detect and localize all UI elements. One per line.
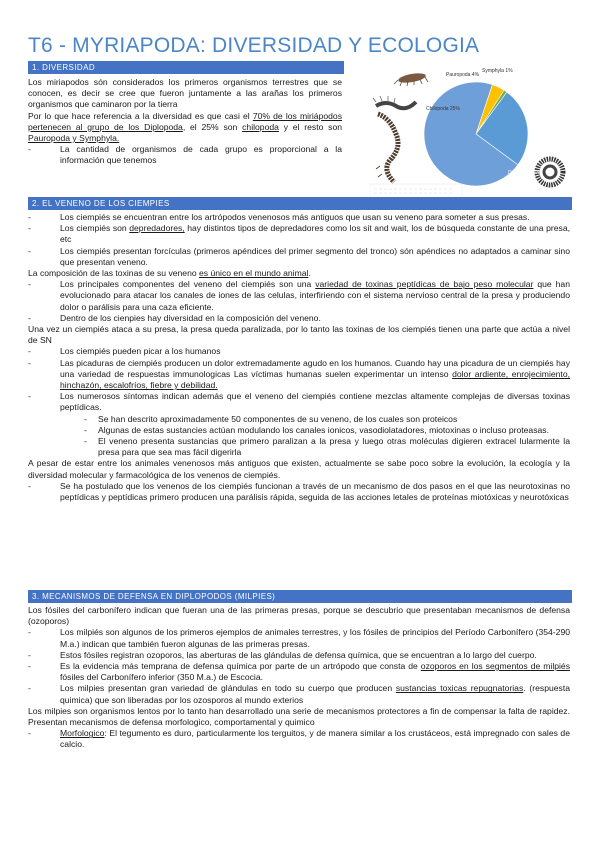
paragraph: Los milpies son organismos lentos por lo tanto han desarrollado una serie de mecanismos protectores a fin de compensar la falta de rapidez. Presentan mecanismos de defensa morfologico, comportamental y quimico [28, 705, 570, 728]
section-header-defensa: 3. MECANISMOS DE DEFENSA EN DIPLOPODOS (MILPIES) [28, 590, 572, 603]
bullet-item: - Los principales componentes del veneno del ciempiés son una variedad de toxinas peptídicas de bajo peso molecular que han evolucionado para atacar los canales de iones de las celulas, interfiriendo con el sistema nervioso central de la presa y produciendo dolor o parálisis para una caza eficiente. [28, 279, 570, 313]
bullet-item: - Los milpies presentan gran variedad de glándulas en todo su cuerpo que producen sustancias toxicas repugnatorias. (respuesta quimica) que son liberadas por los ozosporos al mundo exterios [28, 683, 570, 705]
pie-label-pauropoda: Pauropoda 4% [446, 72, 480, 78]
bullet-item: - Los ciempiés pueden picar a los humanos [28, 346, 570, 357]
bullet-item: - Estos fósiles registran ozoporos, las aberturas de las glándulas de defensa química, que se encuentran a lo largo del cuerpo. [28, 650, 570, 661]
paragraph: A pesar de estar entre los animales venenosos más antiguos que existen, actualmente se sabe poco sobre la evolución, la ecología y la diversidad molecular y farmacológica de los venenos de ciempiés. [28, 458, 570, 480]
paragraph: Los fósiles del carbonífero indican que fueran una de las primeras presas, porque se descubrio que presentaban mecanismos de defensa (ozoporos) [28, 605, 570, 627]
section-header-veneno: 2. EL VENENO DE LOS CIEMPIES [28, 197, 572, 210]
sub-bullet-item: - El veneno presenta sustancias que primero paralizan a la presa y luego otras moléculas digieren extracel lularmente la presa para que sea mas fácil digerirla [28, 436, 570, 458]
bullet-item: - Dentro de los cienpies hay diversidad en la composición del veneno. [28, 313, 570, 324]
page-title: T6 - MYRIAPODA: DIVERSIDAD Y ECOLOGIA [28, 34, 480, 57]
bullet-item: - Los ciempiés se encuentran entre los artrópodos venenosos más antiguos que usan su veneno para someter a sus presas. [28, 212, 570, 223]
bullet-item: - Los ciempiés presentan forcículas (primeros apéndices del primer segmento del tronco) són apéndices no adaptados a caminar sino que presentan veneno. [28, 246, 570, 268]
sub-bullet-item: - Algunas de estas sustancies actúan modulando los canales ionicos, vasodiolatadores, miotoxinas o incluso proteasas. [28, 425, 570, 436]
bullet-item: - Los milpiés son algunos de los primeros ejemplos de animales terrestres, y los fósiles de principios del Período Carbonífero (354-290 M.a.) indican que también fueron algunas de las primeras presas. [28, 627, 570, 649]
bullet-item: - La cantidad de organismos de cada grupo es proporcional a la información que tenemos [28, 144, 342, 166]
section-defensa-body [28, 605, 570, 751]
pie-label-diplopoda: Diplopoda 70% [508, 170, 542, 176]
diversity-pie-figure [370, 66, 570, 200]
pie-label-symphyla: Symphyla 1% [482, 68, 513, 74]
paragraph: Por lo que hace referencia a la diversidad es que casi el 70% de los miriápodos pertenecen al grupo de los Diplopoda, el 25% son chilopoda y el resto son Pauropoda y Symphyla. [28, 110, 343, 144]
section-diversidad-body [28, 77, 342, 167]
section-veneno-body [28, 212, 570, 503]
bullet-item: - Es la evidencia más temprana de defensa química por parte de un artrópodo que consta de ozoporos en los segmentos de milpiés fósiles del Carbonífero inferior (350 M.a.) de Escocia. [28, 661, 570, 683]
bullet-item: - Los ciempiés son depredadores, hay distintos tipos de depredadores como los sit and wait, los de búsqueda constante de una presa, etc [28, 223, 570, 245]
bullet-item: - Morfologico: El tegumento es duro, particularmente los terguitos, y de manera similar a los crustáceos, está impregnado con sales de calcio. [28, 728, 570, 750]
pie-label-chilopoda: Chilopoda 25% [426, 106, 460, 112]
section-header-diversidad: 1. DIVERSIDAD [28, 61, 344, 74]
paragraph: La composición de las toxinas de su veneno es único en el mundo animal. [28, 268, 311, 279]
paragraph: Los miriapodos són considerados los primeros organismos terrestres que se conocen, es decir se cree que fueron juntamente a las arañas los primeros organismos que caminaron por la tierra [28, 77, 342, 110]
bullet-item: - Los numerosos síntomas indican además que el veneno del ciempiés contiene mezclas altamente complejas de diversas toxinas peptídicas. [28, 391, 570, 413]
sub-bullet-item: - Se han descrito aproximadamente 50 componentes de su veneno, de los cuales son proteicos [28, 414, 570, 425]
paragraph: Una vez un ciempiés ataca a su presa, la presa queda paralizada, por lo tanto las toxinas de los ciempiés tienen una parte que actúa a nivel de SN [28, 324, 570, 346]
bullet-item: - Las picaduras de ciempiés producen un dolor extremadamente agudo en los humanos. Cuando hay una picadura de un ciempiés hay una variedad de respuestas immunologicas Las víctimas humanas suelen experimentar un intenso dolor ardiente, enrojecimiento, hinchazón, escalofríos, fiebre y debilidad. [28, 358, 570, 392]
bullet-item: - Se ha postulado que los venenos de los ciempiés funcionan a través de un mecanismo de dos pasos en el que las neurotoxinas no peptídicas y peptídicas primero producen una parálisis rápida, seguida de las acciones letales de proteínas miotóxicas y neurotóxicas [28, 481, 570, 503]
